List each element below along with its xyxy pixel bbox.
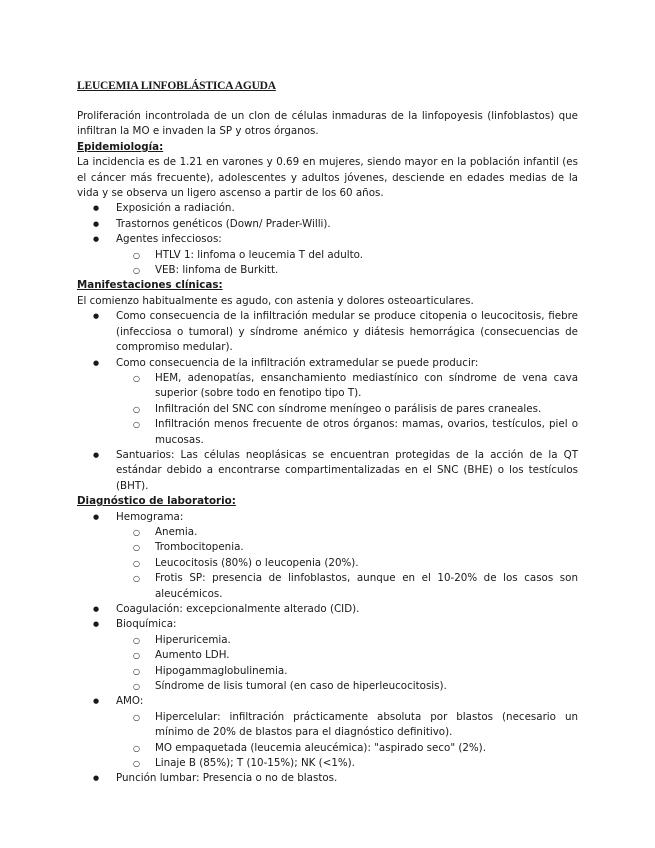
sub-list-item: ○ Linaje B (85%); T (10-15%); NK (<1%). bbox=[116, 756, 578, 771]
list-item-label: Como consecuencia de la infiltración extramedular se puede producir: bbox=[116, 356, 479, 369]
hemograma-sublist bbox=[116, 525, 578, 602]
intro-paragraph: Proliferación incontrolada de un clon de células inmaduras de la linfopoyesis (linfoblastos) que infiltran la MO e invaden la SP y otros órganos. bbox=[77, 110, 578, 138]
sub-list-item: ○ Frotis SP: presencia de linfoblastos, aunque en el 10-20% de los casos son aleucémicos. bbox=[116, 571, 578, 602]
sub-list-item: ○ Aumento LDH. bbox=[116, 648, 578, 663]
manifestaciones-list bbox=[77, 309, 578, 494]
manifestaciones-heading: Manifestaciones clínicas: bbox=[77, 279, 223, 292]
epidemiologia-heading: Epidemiología: bbox=[77, 140, 164, 153]
list-item-label: Hemograma: bbox=[116, 510, 184, 523]
list-item bbox=[77, 232, 578, 278]
list-item: ● Exposición a radiación. bbox=[77, 201, 578, 216]
list-item: ● Trastornos genéticos (Down/ Prader-Willi). bbox=[77, 217, 578, 232]
list-item bbox=[77, 510, 578, 602]
sub-list-item: ○ HTLV 1: linfoma o leucemia T del adulto. bbox=[116, 248, 578, 263]
sub-list-item: ○ Leucocitosis (80%) o leucopenia (20%). bbox=[116, 556, 578, 571]
diagnostico-heading: Diagnóstico de laboratorio: bbox=[77, 495, 236, 508]
diagnostico-list bbox=[77, 510, 578, 787]
list-item-label: AMO: bbox=[116, 695, 144, 708]
sub-list-item: ○ HEM, adenopatías, ensanchamiento mediastínico con síndrome de vena cava superior (sobre todo en fenotipo tipo T). bbox=[116, 371, 578, 402]
list-item bbox=[77, 694, 578, 771]
sub-list-item: ○ VEB: linfoma de Burkitt. bbox=[116, 263, 578, 278]
list-item-label: Bioquímica: bbox=[116, 618, 177, 631]
sub-list-item: ○ Hipercelular: infiltración prácticamente absoluta por blastos (necesario un mínimo de 20% de blastos para el diagnóstico definitivo). bbox=[116, 710, 578, 741]
sub-list-item: ○ Trombocitopenia. bbox=[116, 540, 578, 555]
document-body bbox=[77, 109, 578, 787]
manifestaciones-paragraph: El comienzo habitualmente es agudo, con astenia y dolores osteoarticulares. bbox=[77, 294, 474, 307]
list-item bbox=[77, 617, 578, 694]
sub-list-item: ○ Hipogammaglobulinemia. bbox=[116, 664, 578, 679]
list-item: ● Como consecuencia de la infiltración medular se produce citopenia o leucocitosis, fiebre (infecciosa o tumoral) y síndrome anémico y diátesis hemorrágica (consecuencias de compromiso medular). bbox=[77, 309, 578, 355]
extramedular-sublist bbox=[116, 371, 578, 448]
sub-list-item: ○ Hiperuricemia. bbox=[116, 633, 578, 648]
document-title: LEUCEMIA LINFOBLÁSTICA AGUDA bbox=[77, 80, 276, 92]
sub-list-item: ○ Síndrome de lisis tumoral (en caso de hiperleucocitosis). bbox=[116, 679, 578, 694]
sub-list-item: ○ Infiltración del SNC con síndrome meníngeo o parálisis de pares craneales. bbox=[116, 402, 578, 417]
agentes-sublist bbox=[116, 248, 578, 279]
sub-list-item: ○ MO empaquetada (leucemia aleucémica): "aspirado seco" (2%). bbox=[116, 741, 578, 756]
sub-list-item: ○ Anemia. bbox=[116, 525, 578, 540]
sub-list-item: ○ Infiltración menos frecuente de otros órganos: mamas, ovarios, testículos, piel o mucosas. bbox=[116, 417, 578, 448]
list-item: ● Punción lumbar: Presencia o no de blastos. bbox=[77, 771, 578, 786]
bioquimica-sublist bbox=[116, 633, 578, 695]
epidemiologia-paragraph: La incidencia es de 1.21 en varones y 0.69 en mujeres, siendo mayor en la población infantil (es el cáncer más frecuente), adolescentes y adultos jóvenes, desciende en edades medias de la vida y se observa un ligero ascenso a partir de los 60 años. bbox=[77, 156, 578, 200]
amo-sublist bbox=[116, 710, 578, 772]
epidemiologia-list bbox=[77, 201, 578, 278]
list-item-label: Agentes infecciosos: bbox=[116, 233, 222, 246]
list-item: ● Coagulación: excepcionalmente alterado (CID). bbox=[77, 602, 578, 617]
list-item: ● Santuarios: Las células neoplásicas se encuentran protegidas de la acción de la QT estándar debido a encontrarse compartimentalizadas en el SNC (BHE) o los testículos (BHT). bbox=[77, 448, 578, 494]
list-item bbox=[77, 356, 578, 448]
